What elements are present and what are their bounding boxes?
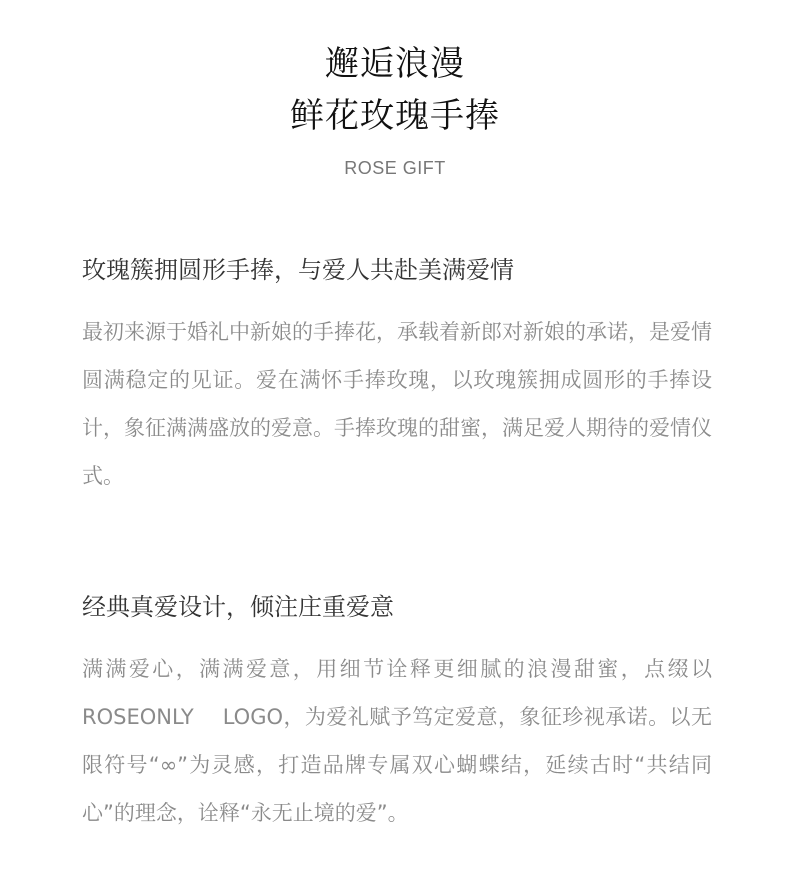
section-title: 经典真爱设计，倾注庄重爱意 bbox=[82, 593, 394, 621]
section-body: 最初来源于婚礼中新娘的手捧花，承载着新郎对新娘的承诺，是爱情圆满稳定的见证。爱在满怀手捧玫瑰，以玫瑰簇拥成圆形的手捧设计，象征满满盛放的爱意。手捧玫瑰的甜蜜，满足爱人期待的爱情仪式。 bbox=[82, 320, 712, 488]
hero-header bbox=[0, 38, 790, 179]
hero-subtitle: ROSE GIFT bbox=[344, 158, 446, 178]
section-round-bouquet bbox=[82, 252, 712, 500]
section-classic-design bbox=[82, 589, 712, 837]
hero-title-line-1: 邂逅浪漫 bbox=[325, 44, 465, 84]
hero-title-line-2: 鲜花玫瑰手捧 bbox=[290, 96, 500, 136]
section-body: 满满爱心，满满爱意，用细节诠释更细腻的浪漫甜蜜，点缀以ROSEONLY LOGO，为爱礼赋予笃定爱意，象征珍视承诺。以无限符号“∞”为灵感，打造品牌专属双心蝴蝶结，延续古时“共结同心”的理念，诠释“永无止境的爱”。 bbox=[82, 657, 712, 825]
section-title: 玫瑰簇拥圆形手捧，与爱人共赴美满爱情 bbox=[82, 256, 514, 284]
